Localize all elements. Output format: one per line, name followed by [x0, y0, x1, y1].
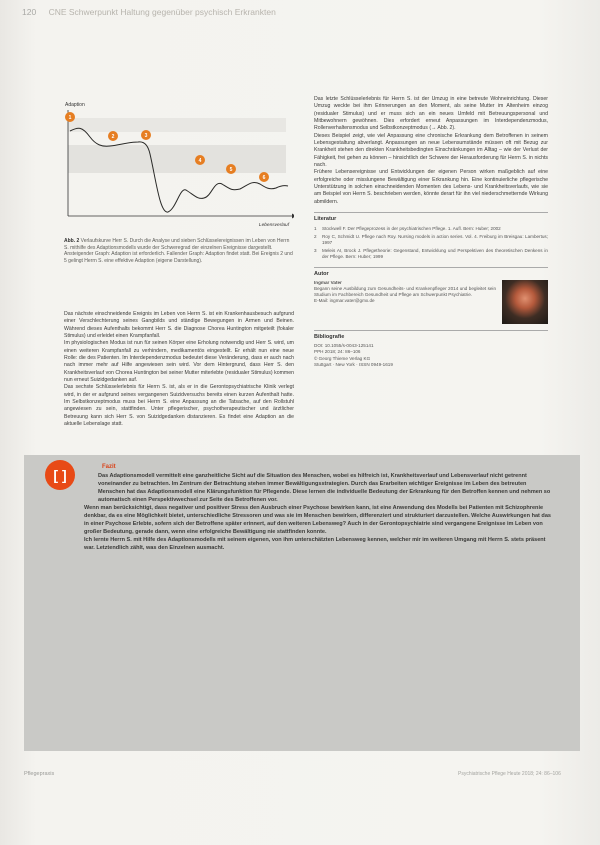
- author-photo: [502, 280, 548, 324]
- author-heading: Autor: [314, 267, 548, 278]
- literature-list: [314, 226, 548, 261]
- literature-item: 3 Meleis AI, Brock J. Pflegetheorie: Gegenstand, Entwicklung und Perspektiven des theoretischen Denkens in der Pflege. Bern: Huber; 1999: [314, 248, 548, 260]
- conclusion-label: Fazit: [102, 464, 116, 470]
- marker-1-label: 1: [68, 114, 72, 121]
- paragraph: Wenn man berücksichtigt, dass negativer und positiver Stress den Ausbruch einer Psychose bewirken kann, ist eine Anwendung des Modells bei Patienten mit Schizophrenie denkbar, da es eine Möglichkeit bietet, unterschiedliche Stressoren und was sie im Menschen bewirken, differenziert und strukturiert darzustellen. Welche Auswirkungen hat das in einer Psychose Erlebte, sofern sich der Betroffene später erinnert, auf den weiteren Lebensweg? Auch in der Gerontopsychiatrie sind vergangene Ereignisse im Leben von großer Bedeutung, gerade dann, wenn eine erfolgreiche Bewältigung nie stattfinden konnte.: [84, 505, 551, 536]
- paragraph: Das sechste Schlüsselerlebnis für Herrn S. ist, als er in die Gerontopsychiatrische Klinik verlegt wird, in der er aufgrund seines vergangenen Suizidversuchs bereits einen kurzen Aufenthalt hatte. Im Selbstkonzeptmodus muss bei Herrn S. eine Anpassung an die Tatsache, auf den Rollstuhl angewiesen zu sein, stattfinden. Unter pflegerischer, psychotherapeutischer und ärztlicher Betreuung kann sich Herr S. von Suizidgedanken distanzieren. Es findet eine Adaption an die aktuelle Lebenslage statt.: [64, 384, 294, 428]
- paragraph: Ich lernte Herrn S. mit Hilfe des Adaptionsmodells mit seinem eigenen, von ihm unterschätzten Lebensweg kennen, welcher mir im weiteren Umgang mit Herrn S. stets präsent war. Letztendlich zählt, was den Einzelnen ausmacht.: [84, 537, 546, 552]
- marker-6-label: 6: [262, 174, 266, 181]
- x-axis-label: Lebensverlauf: [258, 223, 290, 228]
- page-header: [22, 7, 276, 17]
- biblio-line: PPH 2018; 24: 86–106: [314, 349, 361, 355]
- biblio-heading: Bibliografie: [314, 330, 548, 341]
- y-axis-label: Adaption: [65, 102, 85, 108]
- running-title: CNE Schwerpunkt Haltung gegenüber psychisch Erkrankten: [48, 7, 276, 17]
- conclusion-text: [84, 472, 552, 552]
- bracket-icon: [ ]: [45, 460, 75, 490]
- biblio-block: [314, 343, 548, 368]
- marker-3: [141, 130, 151, 140]
- author-block: [314, 280, 548, 324]
- page-number: 120: [22, 7, 37, 17]
- chart-band-bottom: [68, 145, 286, 173]
- figure: [64, 96, 294, 264]
- author-name: Ingmar Vater: [314, 279, 342, 285]
- literature-heading: Literatur: [314, 212, 548, 223]
- marker-6: [259, 172, 269, 182]
- paragraph: Frühere Lebensereignisse und Entwicklungen der eigenen Person wirken maßgeblich auf eine erfolgreiche oder misslungene Bewältigung einer Erkrankung hin. Eine kontinuierliche pflegerische Unterstützung in solchen einschneidenden Momenten des Lebens- und Krankheitsverlaufs, wie sie am Beispiel von Herrn S. beschrieben werden, könnte derart für ihn viel niederschmetternde Wirkung abmildern.: [314, 169, 548, 205]
- footer-right: Psychiatrische Pflege Heute 2018; 24: 86–106: [458, 771, 561, 777]
- literature-item: 2 Roy C, Schmidt U. Pflege nach Roy. Nursing models in action series. Vol. 4. Freiburg im Breisgau: Lambertus; 1997: [314, 233, 548, 245]
- adaption-curve-chart: [64, 96, 294, 231]
- paragraph: Das nächste einschneidende Ereignis im Leben von Herrn S. ist ein Krankenhausbesuch aufgrund einer Verschlechterung seines Gangbilds und ständige Bewegungen in Armen und Beinen. Während dieses Aufenthalts bekommt Herr S. die Diagnose Chorea Huntington mitgeteilt (fokaler Stimulus) und erleidet einen Krampfanfall.: [64, 311, 294, 340]
- biblio-line: DOI: 10.1055/s-0043-125141: [314, 343, 374, 349]
- biblio-line: © Georg Thieme Verlag KG: [314, 355, 371, 361]
- marker-4: [195, 155, 205, 165]
- marker-1: [65, 112, 75, 122]
- paragraph: Im physiologischen Modus ist nun für seinen Körper eine Erholung notwendig und Herr S. wird, um einen weiteren Krampfanfall zu verhindern, medikamentös eingestellt. Er erhält nun eine neue Rolle: die des Patienten. Im Interdependenzmodus bedeutet diese Veränderung, dass er auch nach nach immer mehr auf Hilfe angewiesen sein wird. Vor dem Hintergrund, dass Herr S. den Krankheitsverlauf von Chorea Huntington bei seiner Mutter miterlebte (residualer Stimulus) kommen nun erneut Suizidgedanken auf.: [64, 340, 294, 384]
- author-email: E-Mail: ingmar.vater@gmx.de: [314, 298, 375, 304]
- biblio-line: Stuttgart · New York · ISSN 0949-1619: [314, 361, 393, 367]
- paragraph: Das Adaptionsmodell vermittelt eine ganzheitliche Sicht auf die Situation des Menschen, wobei es hilfreich ist, Krankheitsverlauf und Lebensverlauf nicht getrennt voneinander zu betrachten. Im Zentrum der Betrachtung stehen immer Bewältigungsstrategien. Durch das Erarbeiten wichtiger Ereignisse im Leben des betreuten Menschen hat das Adaptionsmodell eine Klärungsfunktion für Pflegende. Diese lernen die individuelle Bedeutung der Erkrankung für den Betroffen kennen und nehmen so automatisch einen Perspektivwechsel zur Seite des Betroffenen vor.: [98, 473, 551, 504]
- paragraph: Das letzte Schlüsselerlebnis für Herrn S. ist der Umzug in eine betreute Wohneinrichtung. Dieser Umzug weckte bei ihm Erinnerungen an den Moment, als seine Mutter im Altenheim einzog (residualer Stimulus) und er muss sich an ein neues Umfeld mit Betreuungspersonal und Mitbewohnern gewöhnen. Dies erfordert erneut Anpassungen im Interdependenzmodus, Rollenverhaltensmodus und Selbstkonzeptmodus (→ Abb. 2).: [314, 96, 548, 132]
- marker-5-label: 5: [229, 166, 233, 173]
- marker-2: [108, 131, 118, 141]
- caption-text: Verlaufskurve Herr S. Durch die Analyse und sieben Schlüsselereignissen im Leben von Herrn S. mithilfe des Adaptionsmodells wurde der Schweregrad der einzelnen Ereignisse dargestellt. Ansteigender Graph: Adaption ist erforderlich. Fallender Graph: Adaption findet statt. Bei Ereignis 2 und 5 gelingt Herrn S. eine effektive Adaption (eigene Darstellung).: [64, 238, 293, 264]
- marker-2-label: 2: [111, 133, 115, 140]
- left-body-text: [64, 311, 294, 429]
- right-body-text: [314, 96, 548, 368]
- caption-label: Abb. 2: [64, 238, 80, 244]
- footer-left: Pflegepraxis: [24, 771, 55, 777]
- paragraph: Dieses Beispiel zeigt, wie viel Anpassung eine chronische Erkrankung dem Betroffenen in seinem Lebensgestaltung abverlangt. Anpassungen an neue Lebensumstände müssen oft mit Bezug zur Krankheit stehen den direkten Krankheitsbedingten Einschränkungen im Alltag – wie der Verlust der Fähigkeit, frei gehen zu können – hinsichtlich der Schwere der Herausforderung für Herrn S. in nichts nach.: [314, 132, 548, 169]
- chart-band-top: [68, 118, 286, 132]
- marker-5: [226, 164, 236, 174]
- literature-item: 1 Stockwell F. Der Pflegeprozess in der psychiatrischen Pflege. 1. Aufl. Bern: Huber; 2002: [314, 225, 501, 231]
- x-axis-arrow: [292, 214, 294, 219]
- marker-3-label: 3: [144, 132, 148, 139]
- figure-caption: [64, 238, 294, 264]
- marker-4-label: 4: [198, 157, 202, 164]
- author-bio: Begann seine Ausbildung zum Gesundheits- und Krankenpfleger 2014 und begleitet sein Studium im Fachbereich Gesundheit und Pflege am Schwerpunkt Psychiatrie.: [314, 286, 496, 298]
